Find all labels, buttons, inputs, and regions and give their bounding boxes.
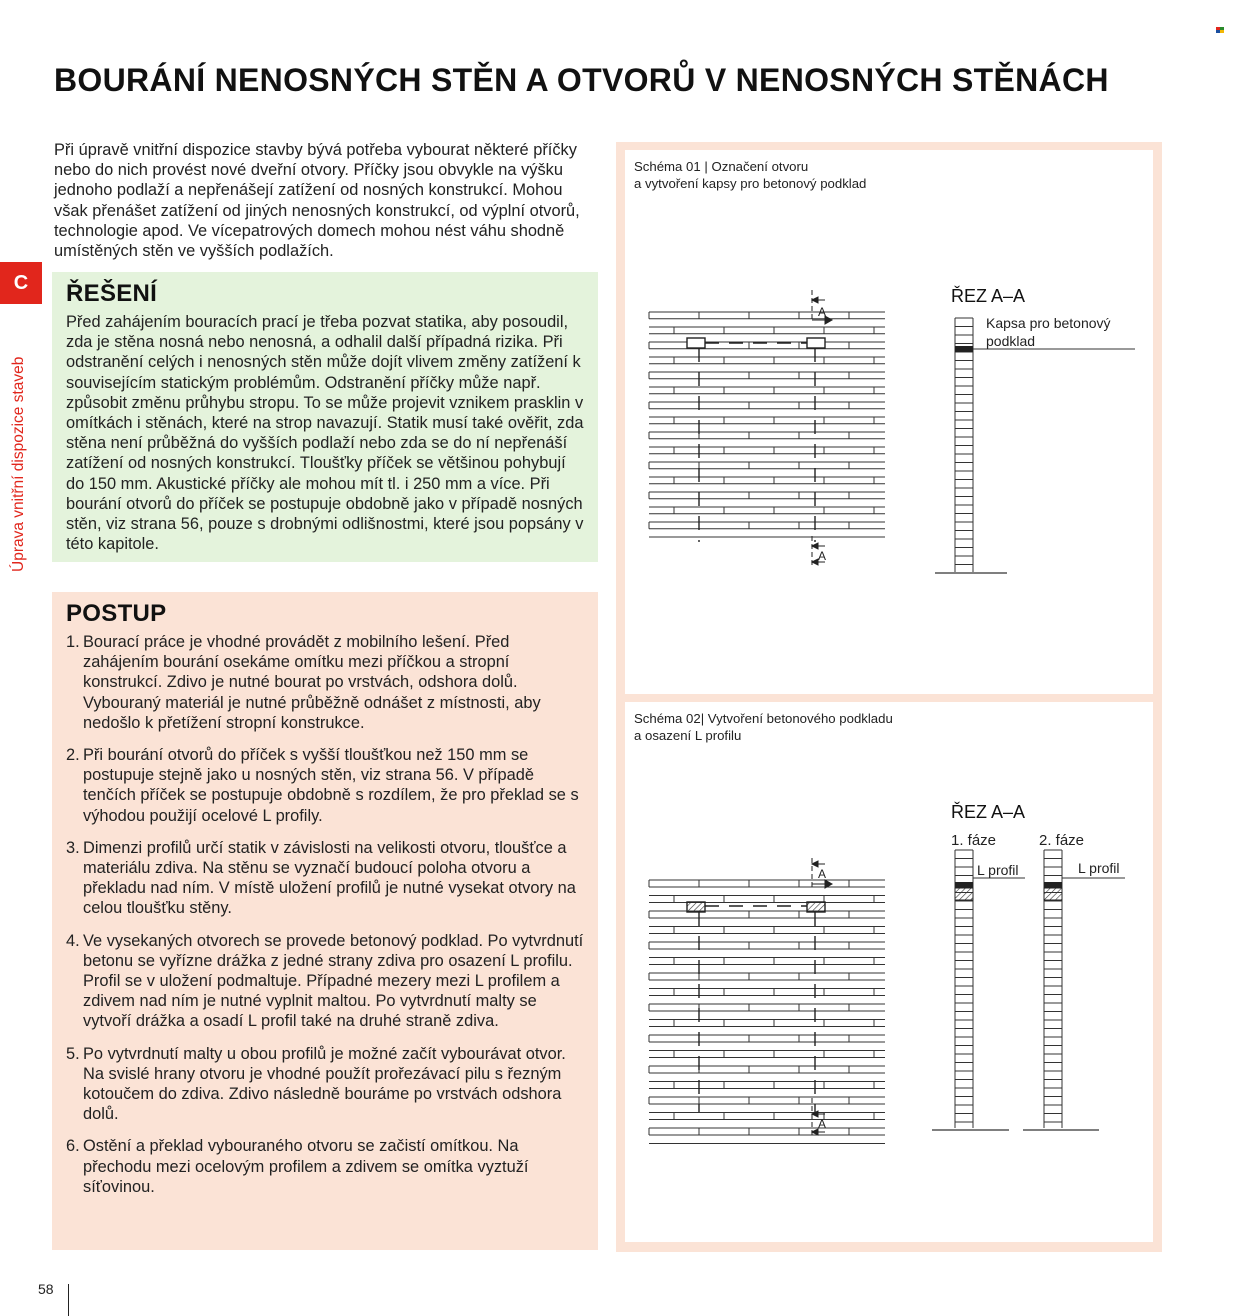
procedure-box	[52, 592, 598, 1250]
scheme-02-caption: Schéma 02| Vytvoření betonového podkladu a osazení L profilu	[634, 711, 893, 743]
procedure-heading: POSTUP	[66, 600, 167, 627]
procedure-step	[66, 632, 584, 733]
chapter-tab[interactable]: C	[0, 262, 42, 304]
concrete-base	[955, 888, 973, 900]
solution-heading: ŘEŠENÍ	[66, 280, 158, 307]
step-number: 4.	[66, 931, 80, 950]
step-text: Při bourání otvorů do příček s vyšší tloušťkou než 150 mm se postupuje stejně jako u nosných stěn, viz strana 56. V případě tenčích příček se postupuje obdobně s rozdílem, že pro překlad se s výhodou použijí ocelové L profily.	[83, 746, 579, 825]
section-marker-label: A	[818, 549, 827, 563]
section-label: ŘEZ A–A	[951, 286, 1026, 306]
step-number: 6.	[66, 1137, 80, 1156]
scheme-02-drawing	[625, 702, 1153, 1242]
scheme-02-panel	[625, 702, 1153, 1242]
step-text: Ostění a překlad vybouraného otvoru se začistí omítkou. Na přechodu mezi ocelovým profilem a zdivem se omítka vyztuží síťovinou.	[83, 1137, 529, 1196]
phase-1-label: 1. fáze	[951, 832, 997, 849]
schemes-column	[616, 142, 1162, 1252]
step-number: 2.	[66, 746, 80, 765]
scheme-01-caption: Schéma 01 | Označení otvoru a vytvoření kapsy pro betonový podklad	[634, 159, 867, 191]
solution-box	[52, 272, 598, 562]
section-marker-label: A	[818, 1117, 827, 1131]
procedure-steps	[66, 632, 584, 1197]
step-text: Dimenzi profilů určí statik v závislosti na velikosti otvoru, tloušťce a materiálu zdiva. Na stěnu se vyznačí budoucí poloha otvoru a překladu nad ním. V místě uložení profilů je nutné vysekat otvory na celou tloušťku stěny.	[83, 838, 576, 918]
step-number: 3.	[66, 838, 80, 857]
pocket-marker	[955, 346, 973, 352]
l-profile-marker	[955, 882, 973, 888]
procedure-step	[66, 745, 584, 826]
logo-mark	[1216, 27, 1224, 34]
procedure-step	[66, 838, 584, 919]
section-label: ŘEZ A–A	[951, 802, 1026, 822]
brick-wall-elevation	[649, 312, 885, 537]
step-text: Po vytvrdnutí malty u obou profilů je možné začít vybourávat otvor. Na svislé hrany otvoru je vhodné použít prořezávací pilu s řezným kotoučem do zdiva. Zdivo následně bouráme po vrstvách odshora dolů.	[83, 1044, 566, 1124]
scheme-01-panel	[625, 150, 1153, 694]
solution-text: Před zahájením bouracích prací je třeba pozvat statika, aby posoudil, zda je stěna nosná nebo nenosná, a odhalil další případná rizika. Při odstranění celých i nenosných stěn může dojít vlivem změny zatížení k souvisejícím statickým problémům. Odstranění příčky může např. způsobit změnu průhybu stropu. To se může projevit vznikem prasklin v omítkách i stěnách, které na strop navazují. Statik musí také ověřit, zda stěna není průběžná do vyšších podlaží nebo zda se do ní nepřenáší zatížení od nosných konstrukcí. Tloušťky příček se většinou pohybují do 150 mm. Akustické příčky ale mohou mít tl. i 250 mm a více. Při bourání otvorů do příček se postupuje obdobně jako v případě nosných stěn, viz strana 56, pouze s drobnými odlišnostmi, které jsou popsány v této kapitole.	[66, 313, 584, 554]
step-number: 5.	[66, 1044, 80, 1063]
pocket-note: Kapsa pro betonový	[986, 315, 1111, 331]
section-marker-label: A	[818, 305, 827, 319]
intro-paragraph: Při úpravě vnitřní dispozice stavby bývá potřeba vybourat některé příčky nebo do nich provést nové dveřní otvory. Příčky jsou obvykle na výšku jednoho podlaží a nepřenášejí zatížení od nosných konstrukcí. Mohou však přenášet zatížení od jiných nenosných konstrukcí, od výplní otvorů, technologie apod. Ve vícepatrových domech mohou nést váhu shodně umístěných stěn ve vyšších podlažích.	[54, 141, 580, 261]
phase-2-label: 2. fáze	[1039, 832, 1085, 849]
scheme-01-drawing	[625, 150, 1153, 694]
section-marker-label: A	[818, 867, 827, 881]
opening-outline	[687, 338, 825, 542]
l-profile-label: L profil	[1078, 860, 1120, 876]
page-number-rule	[68, 1284, 69, 1316]
procedure-step	[66, 1136, 584, 1197]
page-number: 58	[38, 1281, 54, 1297]
l-profile-label: L profil	[977, 862, 1019, 878]
chapter-title-vertical: Úprava vnitřní dispozice staveb	[10, 356, 27, 572]
wall-section-column	[955, 318, 973, 572]
concrete-base	[1044, 888, 1062, 900]
l-profile-marker	[1044, 882, 1062, 888]
procedure-step	[66, 931, 584, 1032]
step-number: 1.	[66, 633, 80, 651]
step-text: Ve vysekaných otvorech se provede betonový podklad. Po vytvrdnutí betonu se vyřízne drážka z jedné strany zdiva pro osazení L profilu. Profil se v uložení podmaltuje. Případné mezery mezi L profilem a zdivem nad ním je nutné vyplnit maltou. Po vytvrdnutí malty se vytvoří drážka a osadí L profil také na druhé straně zdiva.	[83, 931, 584, 1031]
page-title: BOURÁNÍ NENOSNÝCH STĚN A OTVORŮ V NENOSNÝCH STĚNÁCH	[54, 62, 1109, 98]
brick-wall-elevation	[649, 880, 885, 1144]
procedure-step	[66, 1044, 584, 1125]
pocket-note: podklad	[986, 333, 1036, 349]
step-text: Bourací práce je vhodné provádět z mobilního lešení. Před zahájením bourání osekáme omítku mezi příčkou a stropní konstrukcí. Zdivo je nutné bourat po vrstvách, odshora dolů. Vybouraný materiál je nutné průběžně odnášet z místnosti, aby nedošlo k přetížení stropní konstrukce.	[83, 633, 541, 732]
